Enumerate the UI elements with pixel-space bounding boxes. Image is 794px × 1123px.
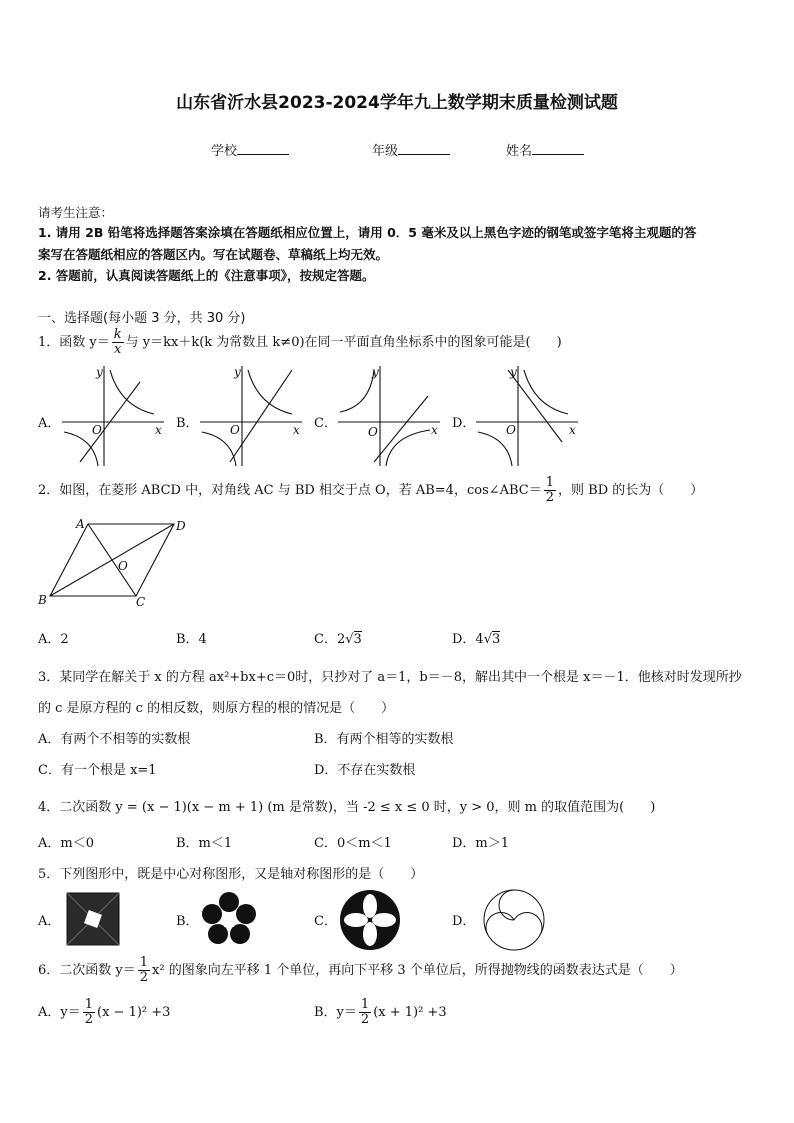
q1-option-c-label[interactable]: C． <box>314 416 337 431</box>
y-axis-label: y <box>372 365 379 379</box>
q4-option-d[interactable]: D．m＞1 <box>452 836 510 851</box>
center-pentagon-shape <box>221 912 237 927</box>
q6-option-a-prefix: A．y＝ <box>38 1005 81 1020</box>
origin-label: O <box>506 423 516 437</box>
q1-suffix: 与 y＝kx＋k(k 为常数且 k≠0)在同一平面直角坐标系中的图象可能是( ) <box>125 335 562 350</box>
y-axis-label: y <box>510 365 517 379</box>
hyperbola-branch-1 <box>340 370 374 412</box>
q1-graph-c[interactable] <box>334 362 444 468</box>
origin-label: O <box>92 423 102 437</box>
y-axis-label: y <box>96 365 103 379</box>
q1-option-a-label[interactable]: A． <box>38 416 61 431</box>
hyperbola-branch-1 <box>524 370 568 414</box>
q6-option-a-expr: (x − 1)² +3 <box>97 1005 171 1020</box>
grade-label: 年级 <box>372 144 399 159</box>
q1-option-b-label[interactable]: B． <box>176 416 199 431</box>
q6-option-b-prefix: B．y＝ <box>314 1005 357 1020</box>
question-6-stem <box>38 956 683 985</box>
q5-figure-d[interactable] <box>482 888 546 952</box>
section-heading: 一、选择题(每小题 3 分，共 30 分) <box>38 311 246 326</box>
q2-option-b[interactable]: B．4 <box>176 632 207 647</box>
q3-option-d[interactable]: D．不存在实数根 <box>314 763 416 778</box>
frac-den: 2 <box>84 1012 94 1027</box>
line-graph <box>508 370 562 442</box>
vertex-c-label: C <box>136 595 146 609</box>
q5-option-c-label[interactable]: C． <box>314 914 337 929</box>
question-3-line-1: 3．某同学在解关于 x 的方程 ax²+bx+c＝0时，只抄对了 a＝1，b＝－8，解出其中一个根是 x＝－1．他核对时发现所抄 <box>38 670 742 685</box>
q2-suffix: ，则 BD 的长为（ ） <box>558 483 704 498</box>
x-axis-label: x <box>293 423 300 437</box>
name-label: 姓名 <box>506 144 533 159</box>
q1-prefix: 1．函数 y＝ <box>38 335 110 350</box>
school-blank[interactable] <box>237 142 289 155</box>
q6-suffix: x² 的图象向左平移 1 个单位，再向下平移 3 个单位后，所得抛物线的函数表达式是（ ） <box>152 963 683 978</box>
question-4-stem: 4．二次函数 y = (x − 1)(x − m + 1) (m 是常数)，当 -2 ≤ x ≤ 0 时，y > 0，则 m 的取值范围为( ) <box>38 800 656 815</box>
q1-graph-d[interactable] <box>472 362 582 468</box>
q5-figure-c[interactable] <box>338 888 402 952</box>
q5-option-b-label[interactable]: B． <box>176 914 199 929</box>
q1-frac-den: x <box>114 342 122 357</box>
name-field[interactable] <box>506 140 584 159</box>
q3-option-c[interactable]: C．有一个根是 x=1 <box>38 763 157 778</box>
notice-heading: 请考生注意： <box>38 205 114 220</box>
rhombus-figure <box>34 514 194 610</box>
x-axis-label: x <box>431 423 438 437</box>
q1-graph-a[interactable] <box>58 362 168 468</box>
q1-frac-num: k <box>113 327 122 342</box>
notice-line-1: 1. 请用 2B 铅笔将选择题答案涂填在答题纸相应位置上，请用 0．5 毫米及以上黑色字迹的钢笔或签字笔将主观题的答 <box>38 225 697 240</box>
q6-fraction <box>138 956 150 985</box>
hyperbola-branch-2 <box>386 430 430 466</box>
grade-field[interactable] <box>372 140 450 159</box>
notice-line-2: 2. 答题前，认真阅读答题纸上的《注意事项》，按规定答题。 <box>38 268 375 283</box>
q3-option-a[interactable]: A．有两个不相等的实数根 <box>38 732 191 747</box>
line-graph <box>374 396 428 462</box>
q2-option-a[interactable]: A．2 <box>38 632 69 647</box>
q2-option-d[interactable] <box>452 628 500 647</box>
sqrt-icon: √ <box>483 632 492 647</box>
sqrt-icon: √ <box>345 632 354 647</box>
vertex-d-label: D <box>176 519 186 533</box>
origin-label: O <box>368 425 378 439</box>
hyperbola-branch-1 <box>248 370 292 414</box>
name-blank[interactable] <box>532 142 584 155</box>
q6-prefix: 6．二次函数 y＝ <box>38 963 136 978</box>
y-axis-label: y <box>234 365 241 379</box>
q2-option-c-radicand: 3 <box>353 632 362 647</box>
q6-frac-num: 1 <box>139 955 149 970</box>
q6-option-a[interactable] <box>38 998 170 1027</box>
q4-option-c[interactable]: C．0＜m＜1 <box>314 836 392 851</box>
x-axis-label: x <box>155 423 162 437</box>
notice-line-1b: 案写在答题纸相应的答题区内。写在试题卷、草稿纸上均无效。 <box>38 247 389 262</box>
grade-blank[interactable] <box>398 142 450 155</box>
question-5-stem: 5．下列图形中，既是中心对称图形，又是轴对称图形的是（ ） <box>38 867 424 882</box>
q1-fraction <box>112 328 124 357</box>
question-1-stem <box>38 328 562 357</box>
x-axis-label: x <box>569 423 576 437</box>
q1-graph-b[interactable] <box>196 362 306 468</box>
question-2-stem <box>38 476 703 505</box>
q5-option-d-label[interactable]: D． <box>452 914 476 929</box>
question-3-line-2: 的 c 是原方程的 c 的相反数，则原方程的根的情况是（ ） <box>38 701 395 716</box>
school-field[interactable] <box>211 140 289 159</box>
q2-fraction <box>544 476 556 505</box>
q2-frac-num: 1 <box>545 475 555 490</box>
q6-option-b[interactable] <box>314 998 447 1027</box>
q2-option-c[interactable] <box>314 628 362 647</box>
q2-option-d-radicand: 3 <box>492 632 501 647</box>
q6-option-b-fraction <box>359 998 371 1027</box>
hyperbola-branch-2 <box>478 432 512 466</box>
q2-prefix: 2．如图，在菱形 ABCD 中，对角线 AC 与 BD 相交于点 O，若 AB=4，cos∠ABC＝ <box>38 483 542 498</box>
q2-option-d-text: D．4 <box>452 632 484 647</box>
q2-frac-den: 2 <box>545 490 555 505</box>
center-o-label: O <box>118 559 128 573</box>
q1-option-d-label[interactable]: D． <box>452 416 476 431</box>
q6-option-b-expr: (x + 1)² +3 <box>373 1005 447 1020</box>
origin-label: O <box>230 423 240 437</box>
line-graph <box>230 370 292 462</box>
q4-option-b[interactable]: B．m＜1 <box>176 836 233 851</box>
frac-num: 1 <box>84 997 94 1012</box>
q5-option-a-label[interactable]: A． <box>38 914 61 929</box>
page-title: 山东省沂水县2023-2024学年九上数学期末质量检测试题 <box>176 93 618 113</box>
q5-figure-b[interactable] <box>200 890 258 946</box>
q5-figure-a[interactable] <box>66 892 120 946</box>
q6-option-a-fraction <box>83 998 95 1027</box>
school-label: 学校 <box>211 144 238 159</box>
q4-option-a[interactable]: A．m＜0 <box>38 836 94 851</box>
q3-option-b[interactable]: B．有两个相等的实数根 <box>314 732 454 747</box>
vertex-a-label: A <box>76 517 85 531</box>
q6-frac-den: 2 <box>139 970 149 985</box>
vertex-b-label: B <box>38 593 47 607</box>
frac-den: 2 <box>360 1012 370 1027</box>
q2-option-c-text: C．2 <box>314 632 346 647</box>
frac-num: 1 <box>360 997 370 1012</box>
